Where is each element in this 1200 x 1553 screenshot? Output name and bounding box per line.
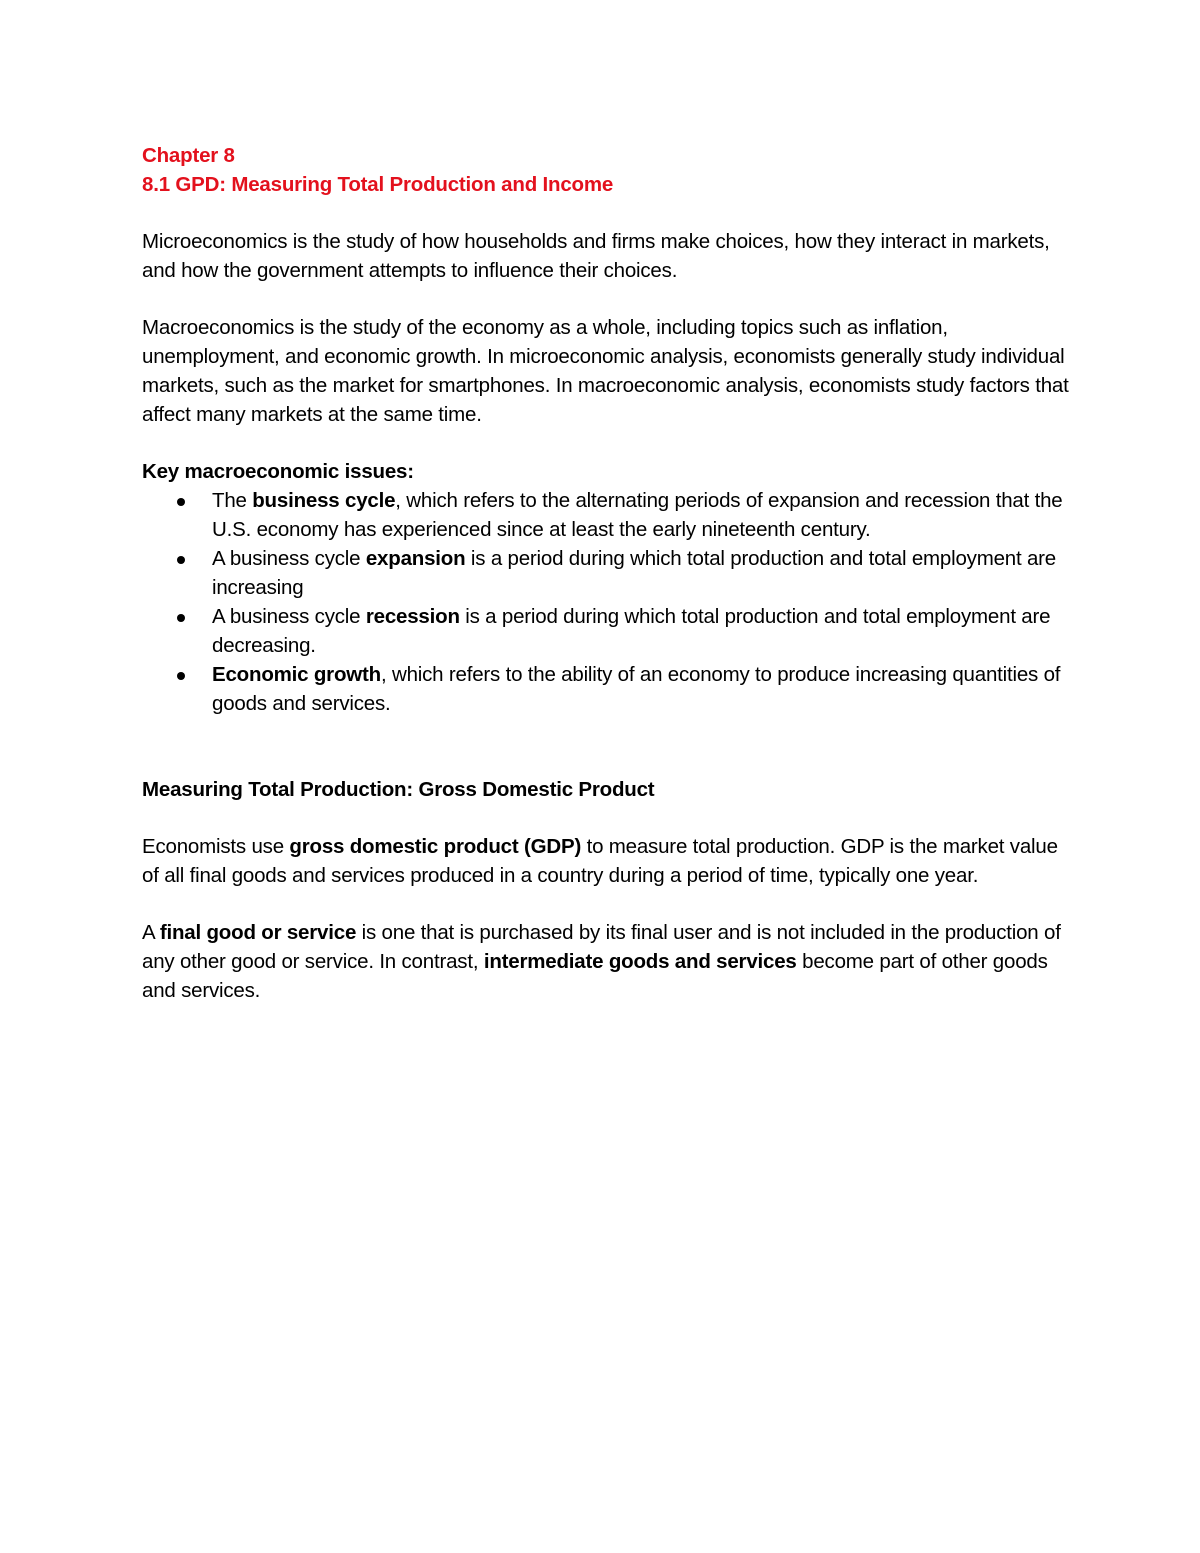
list-item	[142, 486, 1072, 544]
final-good-paragraph	[142, 918, 1072, 1005]
item-text: A business cycle	[212, 605, 366, 628]
spacer	[142, 890, 1072, 918]
bullet-icon	[177, 614, 185, 622]
final-good-text: A	[142, 921, 160, 944]
key-issues-list	[142, 486, 1072, 718]
key-issues-heading	[142, 457, 1072, 486]
spacer	[142, 199, 1072, 227]
spacer	[142, 285, 1072, 313]
list-item	[142, 602, 1072, 660]
item-text: A business cycle	[212, 547, 366, 570]
spacer	[142, 804, 1072, 832]
gdp-heading-text: Measuring Total Production: Gross Domestic Product	[142, 778, 655, 801]
gdp-term: gross domestic product (GDP)	[289, 835, 582, 858]
list-item	[142, 660, 1072, 718]
item-text: is a period during which total production and total employment are decreasing.	[212, 605, 1051, 657]
item-text: , which refers to the ability of an economy to produce increasing quantities of goods and services.	[212, 663, 1061, 715]
spacer	[142, 429, 1072, 457]
key-issues-heading-text: Key macroeconomic issues:	[142, 460, 414, 483]
document-page	[142, 141, 1072, 1005]
gdp-text: Economists use	[142, 835, 290, 858]
item-text: The	[212, 489, 253, 512]
final-good-text: is one that is purchased by its final user and is not included in the production of any other good or service. In contrast,	[142, 921, 1061, 973]
item-term: business cycle	[252, 489, 396, 512]
item-term: recession	[365, 605, 460, 628]
macro-paragraph: Macroeconomics is the study of the economy as a whole, including topics such as inflation, unemployment, and economic growth. In microeconomic analysis, economists generally study individual markets, such as the market for smartphones. In macroeconomic analysis, economists study factors that affect many markets at the same time.	[142, 316, 1069, 426]
item-text: is a period during which total production and total employment are increasing	[212, 547, 1056, 599]
bullet-icon	[177, 498, 185, 506]
gdp-heading	[142, 775, 1072, 804]
bullet-icon	[177, 672, 185, 680]
list-item	[142, 544, 1072, 602]
spacer	[142, 718, 1072, 775]
item-text: , which refers to the alternating periods of expansion and recession that the U.S. economy has experienced since at least the early nineteenth century.	[212, 489, 1063, 541]
gdp-text: to measure total production. GDP is the market value of all final goods and services produced in a country during a period of time, typically one year.	[142, 835, 1058, 887]
item-term: Economic growth	[212, 663, 381, 686]
item-term: expansion	[365, 547, 466, 570]
gdp-paragraph	[142, 832, 1072, 890]
intermediate-goods-term: intermediate goods and services	[483, 950, 797, 973]
bullet-icon	[177, 556, 185, 564]
chapter-title: Chapter 8	[142, 144, 235, 167]
section-title: 8.1 GPD: Measuring Total Production and Income	[142, 173, 614, 196]
micro-paragraph: Microeconomics is the study of how households and firms make choices, how they interact in markets, and how the government attempts to influence their choices.	[142, 230, 1050, 282]
final-good-text: become part of other goods and services.	[142, 950, 1048, 1002]
final-good-term: final good or service	[159, 921, 357, 944]
